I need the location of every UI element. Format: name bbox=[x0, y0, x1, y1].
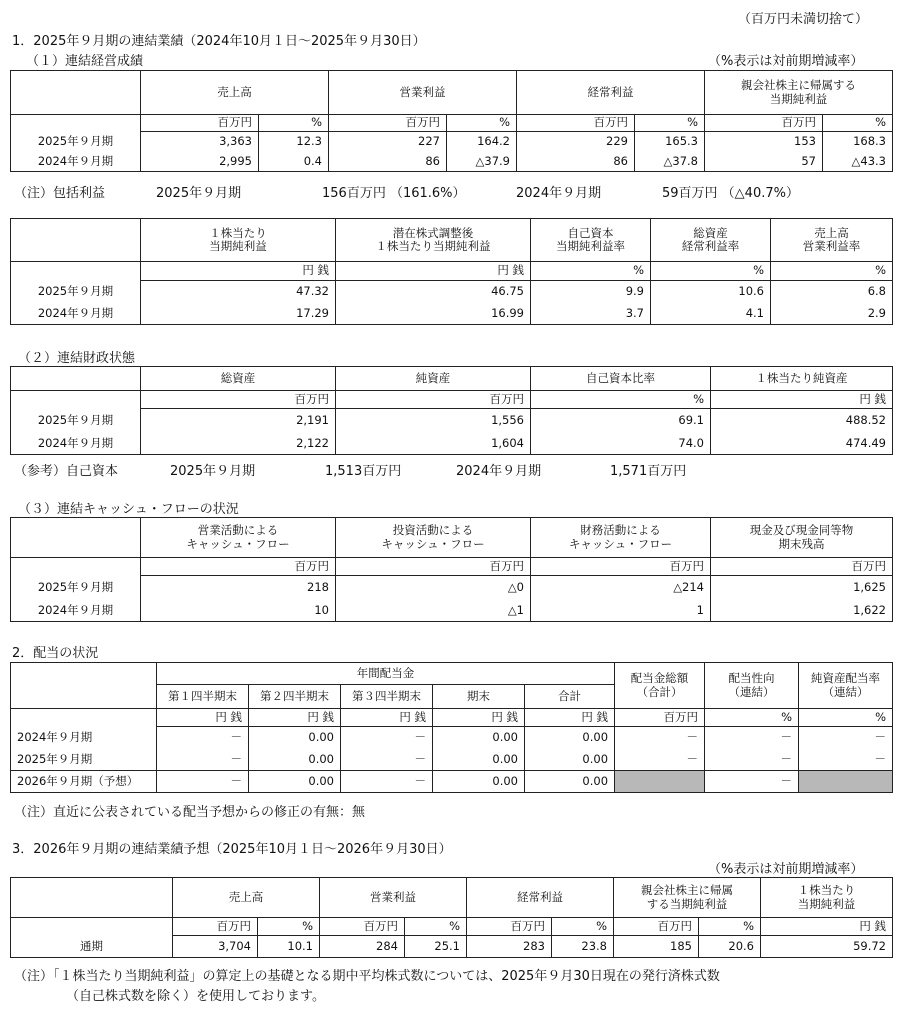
value-cell: － bbox=[705, 771, 799, 793]
table-row bbox=[11, 433, 893, 455]
col-header-ordinary-profit: 経常利益 bbox=[517, 71, 705, 115]
header-line: 現金及び現金同等物 bbox=[749, 523, 854, 538]
header-line: １株当たり bbox=[209, 225, 267, 240]
col-header-payout-ratio bbox=[705, 663, 799, 709]
unit-cell: % bbox=[799, 709, 893, 727]
header-line: 投資活動による bbox=[392, 523, 474, 538]
value-cell: 47.32 bbox=[141, 281, 336, 303]
unit-cell: % bbox=[531, 391, 711, 409]
value-cell: 2,995 bbox=[141, 152, 259, 172]
value-cell: 488.52 bbox=[711, 409, 893, 433]
value-cell: 0.00 bbox=[433, 749, 525, 771]
comprehensive-income-period-2: 2024年９月期 bbox=[516, 186, 602, 201]
row-label: 2024年９月期 bbox=[11, 600, 141, 622]
comprehensive-income-period-1: 2025年９月期 bbox=[156, 186, 242, 201]
unit-cell: 百万円 bbox=[711, 558, 893, 576]
col-header-eps bbox=[761, 878, 893, 918]
shaded-cell bbox=[799, 771, 893, 793]
reference-equity-period-1: 2025年９月期 bbox=[170, 464, 256, 479]
unit-cell: % bbox=[705, 709, 799, 727]
operating-results-table bbox=[10, 70, 893, 172]
value-cell: － bbox=[615, 749, 705, 771]
reference-equity-period-2: 2024年９月期 bbox=[456, 464, 542, 479]
col-header-bps: １株当たり純資産 bbox=[711, 367, 893, 391]
row-label: 2025年９月期 bbox=[11, 749, 157, 771]
value-cell: 10.6 bbox=[651, 281, 771, 303]
financial-position-table bbox=[10, 366, 893, 455]
unit-cell: 百万円 bbox=[517, 115, 635, 132]
value-cell: 0.00 bbox=[249, 727, 341, 749]
corner-cell bbox=[11, 663, 157, 709]
pct-note-1: （%表示は対前期増減率） bbox=[708, 54, 864, 69]
table-row bbox=[11, 600, 893, 622]
value-cell: 57 bbox=[705, 152, 823, 172]
header-line: 売上高 bbox=[814, 225, 849, 240]
header-line: 配当性向 bbox=[728, 671, 775, 686]
value-cell: △43.3 bbox=[823, 152, 893, 172]
unit-cell: % bbox=[405, 918, 467, 936]
value-cell: 74.0 bbox=[531, 433, 711, 455]
reference-equity-value-2: 1,571百万円 bbox=[610, 464, 687, 479]
per-share-ratio-table bbox=[10, 218, 893, 325]
header-line: 当期純利益 bbox=[209, 239, 267, 253]
unit-cell: 円 銭 bbox=[157, 709, 249, 727]
header-line: 配当金総額 bbox=[630, 671, 689, 686]
table-row bbox=[11, 281, 893, 303]
unit-cell: % bbox=[258, 918, 320, 936]
forecast-table bbox=[10, 877, 893, 958]
value-cell: － bbox=[799, 749, 893, 771]
unit-cell: 円 銭 bbox=[249, 709, 341, 727]
unit-cell: % bbox=[651, 262, 771, 281]
header-line: キャッシュ・フロー bbox=[568, 536, 673, 551]
header-line: 潜在株式調整後 bbox=[392, 225, 474, 240]
col-header-doe bbox=[799, 663, 893, 709]
value-cell: △37.8 bbox=[635, 152, 705, 172]
col-header-net-income-line2: 当期純利益 bbox=[769, 91, 828, 106]
unit-cell: 百万円 bbox=[615, 709, 705, 727]
unit-cell: 百万円 bbox=[141, 115, 259, 132]
unit-cell: 円 銭 bbox=[711, 391, 893, 409]
reference-equity-value-1: 1,513百万円 bbox=[325, 464, 402, 479]
unit-cell: 百万円 bbox=[531, 558, 711, 576]
col-header-net-income bbox=[705, 71, 893, 115]
unit-cell: 百万円 bbox=[173, 918, 258, 936]
value-cell: － bbox=[341, 771, 433, 793]
unit-cell: 百万円 bbox=[141, 558, 336, 576]
header-line: 親会社株主に帰属 bbox=[641, 883, 733, 898]
col-header-roe bbox=[531, 219, 651, 262]
value-cell: 153 bbox=[705, 132, 823, 152]
value-cell: 4.1 bbox=[651, 303, 771, 325]
value-cell: 229 bbox=[517, 132, 635, 152]
col-header-total: 合計 bbox=[525, 685, 615, 709]
section-1-3-title: （３）連結キャッシュ・フローの状況 bbox=[18, 502, 239, 517]
header-line: （合計） bbox=[636, 684, 683, 699]
table-row bbox=[11, 409, 893, 433]
value-cell: 0.4 bbox=[259, 152, 329, 172]
dividends-table bbox=[10, 662, 893, 793]
value-cell: － bbox=[157, 727, 249, 749]
col-header-operating-margin bbox=[771, 219, 893, 262]
value-cell: 17.29 bbox=[141, 303, 336, 325]
row-label: 通期 bbox=[11, 936, 173, 958]
col-group-header-annual-dividend: 年間配当金 bbox=[157, 663, 615, 685]
col-header-sales: 売上高 bbox=[141, 71, 329, 115]
value-cell: 46.75 bbox=[336, 281, 531, 303]
value-cell: 59.72 bbox=[761, 936, 893, 958]
header-line: 当期純利益 bbox=[797, 896, 856, 911]
unit-cell: 百万円 bbox=[705, 115, 823, 132]
value-cell: 0.00 bbox=[525, 727, 615, 749]
value-cell: － bbox=[705, 749, 799, 771]
col-header-financing-cf bbox=[531, 518, 711, 558]
header-line: する当期純利益 bbox=[646, 896, 728, 911]
value-cell: △214 bbox=[531, 576, 711, 600]
col-header-total-dividend bbox=[615, 663, 705, 709]
value-cell: 10 bbox=[141, 600, 336, 622]
reference-equity-label: （参考）自己資本 bbox=[14, 464, 119, 479]
value-cell: 69.1 bbox=[531, 409, 711, 433]
value-cell: 165.3 bbox=[635, 132, 705, 152]
unit-cell: 百万円 bbox=[320, 918, 405, 936]
row-label: 2025年９月期 bbox=[11, 409, 141, 433]
value-cell: 227 bbox=[329, 132, 447, 152]
value-cell: 1,625 bbox=[711, 576, 893, 600]
header-line: 経常利益率 bbox=[681, 239, 740, 253]
value-cell: 1,556 bbox=[336, 409, 531, 433]
value-cell: 3.7 bbox=[531, 303, 651, 325]
corner-cell bbox=[11, 518, 141, 558]
unit-cell: % bbox=[447, 115, 517, 132]
value-cell: 0.00 bbox=[249, 749, 341, 771]
value-cell: 474.49 bbox=[711, 433, 893, 455]
value-cell: 218 bbox=[141, 576, 336, 600]
row-label: 2024年９月期 bbox=[11, 303, 141, 325]
unit-cell: 円 銭 bbox=[341, 709, 433, 727]
col-header-roa bbox=[651, 219, 771, 262]
value-cell: 2.9 bbox=[771, 303, 893, 325]
col-header-total-assets: 総資産 bbox=[141, 367, 336, 391]
unit-cell: % bbox=[635, 115, 705, 132]
section-1-2-title: （２）連結財政状態 bbox=[18, 351, 136, 366]
unit-cell: % bbox=[771, 262, 893, 281]
table-row bbox=[11, 576, 893, 600]
col-header-operating-profit: 営業利益 bbox=[320, 878, 467, 918]
value-cell: △37.9 bbox=[447, 152, 517, 172]
unit-cell: 円 銭 bbox=[141, 262, 336, 281]
value-cell: 2,191 bbox=[141, 409, 336, 433]
value-cell: 0.00 bbox=[249, 771, 341, 793]
unit-cell: % bbox=[531, 262, 651, 281]
value-cell: 9.9 bbox=[531, 281, 651, 303]
header-line: 営業活動による bbox=[197, 523, 279, 538]
corner-cell bbox=[11, 71, 141, 115]
header-line: キャッシュ・フロー bbox=[186, 536, 290, 551]
value-cell: － bbox=[615, 727, 705, 749]
unit-cell: 百万円 bbox=[329, 115, 447, 132]
unit-cell: 百万円 bbox=[614, 918, 699, 936]
section-1-title: 1．2025年９月期の連結業績（2024年10月１日～2025年９月30日） bbox=[12, 34, 426, 49]
row-label: 2025年９月期 bbox=[11, 576, 141, 600]
value-cell: 185 bbox=[614, 936, 699, 958]
value-cell: △1 bbox=[336, 600, 531, 622]
value-cell: － bbox=[705, 727, 799, 749]
unit-cell: % bbox=[259, 115, 329, 132]
comprehensive-income-value-2: 59百万円 （△40.7%） bbox=[662, 186, 799, 201]
table-row bbox=[11, 303, 893, 325]
table-row bbox=[11, 132, 893, 152]
corner-cell bbox=[11, 367, 141, 391]
unit-cell: 百万円 bbox=[336, 558, 531, 576]
value-cell: 284 bbox=[320, 936, 405, 958]
unit-cell: % bbox=[552, 918, 614, 936]
value-cell: 0.00 bbox=[433, 771, 525, 793]
corner-cell bbox=[11, 878, 173, 918]
table-row bbox=[11, 749, 893, 771]
col-header-eps bbox=[141, 219, 336, 262]
unit-cell: % bbox=[823, 115, 893, 132]
unit-note: （百万円未満切捨て） bbox=[738, 12, 869, 27]
value-cell: 86 bbox=[517, 152, 635, 172]
table-row bbox=[11, 936, 893, 958]
value-cell: － bbox=[157, 749, 249, 771]
value-cell: 283 bbox=[467, 936, 552, 958]
value-cell: 23.8 bbox=[552, 936, 614, 958]
row-label: 2024年９月期 bbox=[11, 152, 141, 172]
value-cell: 6.8 bbox=[771, 281, 893, 303]
header-line: （連結） bbox=[728, 684, 775, 699]
value-cell: 168.3 bbox=[823, 132, 893, 152]
header-line: 自己資本 bbox=[567, 225, 614, 240]
value-cell: 164.2 bbox=[447, 132, 517, 152]
value-cell: 10.1 bbox=[258, 936, 320, 958]
unit-cell: 百万円 bbox=[467, 918, 552, 936]
col-header-equity-ratio: 自己資本比率 bbox=[531, 367, 711, 391]
header-line: （連結） bbox=[822, 684, 869, 699]
value-cell: － bbox=[341, 727, 433, 749]
col-header-year-end: 期末 bbox=[433, 685, 525, 709]
share-count-note-line2: （自己株式数を除く）を使用しております。 bbox=[66, 989, 325, 1004]
value-cell: － bbox=[799, 727, 893, 749]
col-header-q1: 第１四半期末 bbox=[157, 685, 249, 709]
value-cell: 86 bbox=[329, 152, 447, 172]
unit-cell: 円 銭 bbox=[433, 709, 525, 727]
value-cell: 25.1 bbox=[405, 936, 467, 958]
col-header-net-income bbox=[614, 878, 761, 918]
col-header-ordinary-profit: 経常利益 bbox=[467, 878, 614, 918]
value-cell: 0.00 bbox=[525, 771, 615, 793]
header-line: 総資産 bbox=[693, 225, 728, 240]
unit-cell: 百万円 bbox=[141, 391, 336, 409]
value-cell: 0.00 bbox=[433, 727, 525, 749]
unit-cell: 百万円 bbox=[336, 391, 531, 409]
col-header-operating-profit: 営業利益 bbox=[329, 71, 517, 115]
value-cell: 20.6 bbox=[699, 936, 761, 958]
col-header-operating-cf bbox=[141, 518, 336, 558]
header-line: 営業利益率 bbox=[802, 239, 861, 253]
unit-cell: 円 銭 bbox=[525, 709, 615, 727]
shaded-cell bbox=[615, 771, 705, 793]
header-line: 財務活動による bbox=[580, 523, 661, 538]
header-line: 当期純利益率 bbox=[556, 239, 625, 253]
header-line: 期末残高 bbox=[778, 536, 825, 551]
comprehensive-income-value-1: 156百万円 （161.6%） bbox=[322, 186, 466, 201]
value-cell: － bbox=[157, 771, 249, 793]
table-row bbox=[11, 727, 893, 749]
col-header-cash-balance bbox=[711, 518, 893, 558]
header-line: １株当たり bbox=[797, 883, 856, 898]
header-line: キャッシュ・フロー bbox=[381, 536, 485, 551]
unit-cell: 円 銭 bbox=[336, 262, 531, 281]
comprehensive-income-label: （注）包括利益 bbox=[14, 186, 106, 201]
value-cell: 2,122 bbox=[141, 433, 336, 455]
value-cell: 16.99 bbox=[336, 303, 531, 325]
col-header-net-assets: 純資産 bbox=[336, 367, 531, 391]
col-header-q2: 第２四半期末 bbox=[249, 685, 341, 709]
col-header-q3: 第３四半期末 bbox=[341, 685, 433, 709]
table-row bbox=[11, 771, 893, 793]
dividend-revision-note: （注）直近に公表されている配当予想からの修正の有無：無 bbox=[14, 805, 366, 820]
value-cell: 0.00 bbox=[525, 749, 615, 771]
col-header-net-income-line1: 親会社株主に帰属する bbox=[741, 78, 856, 93]
table-row bbox=[11, 152, 893, 172]
row-label: 2024年９月期 bbox=[11, 433, 141, 455]
row-label: 2024年９月期 bbox=[11, 727, 157, 749]
row-label: 2026年９月期（予想） bbox=[11, 771, 157, 793]
col-header-diluted-eps bbox=[336, 219, 531, 262]
unit-cell: % bbox=[699, 918, 761, 936]
section-2-title: 2．配当の状況 bbox=[12, 646, 99, 661]
row-label: 2025年９月期 bbox=[11, 281, 141, 303]
row-label: 2025年９月期 bbox=[11, 132, 141, 152]
value-cell: 1 bbox=[531, 600, 711, 622]
value-cell: 3,704 bbox=[173, 936, 258, 958]
section-3-title: 3．2026年９月期の連結業績予想（2025年10月１日～2026年９月30日） bbox=[12, 842, 452, 857]
header-line: １株当たり当期純利益 bbox=[375, 239, 491, 253]
corner-cell bbox=[11, 219, 141, 262]
value-cell: 1,604 bbox=[336, 433, 531, 455]
value-cell: 1,622 bbox=[711, 600, 893, 622]
share-count-note-line1: （注）「１株当たり当期純利益」の算定上の基礎となる期中平均株式数については、2025年９月30日現在の発行済株式数 bbox=[14, 969, 720, 984]
cash-flow-table bbox=[10, 517, 893, 622]
header-line: 純資産配当率 bbox=[811, 671, 881, 686]
section-1-1-title: （１）連結経営成績 bbox=[26, 54, 144, 69]
col-header-investing-cf bbox=[336, 518, 531, 558]
unit-cell: 円 銭 bbox=[761, 918, 893, 936]
pct-note-3: （%表示は対前期増減率） bbox=[708, 862, 864, 877]
value-cell: △0 bbox=[336, 576, 531, 600]
value-cell: － bbox=[341, 749, 433, 771]
col-header-sales: 売上高 bbox=[173, 878, 320, 918]
value-cell: 3,363 bbox=[141, 132, 259, 152]
value-cell: 12.3 bbox=[259, 132, 329, 152]
